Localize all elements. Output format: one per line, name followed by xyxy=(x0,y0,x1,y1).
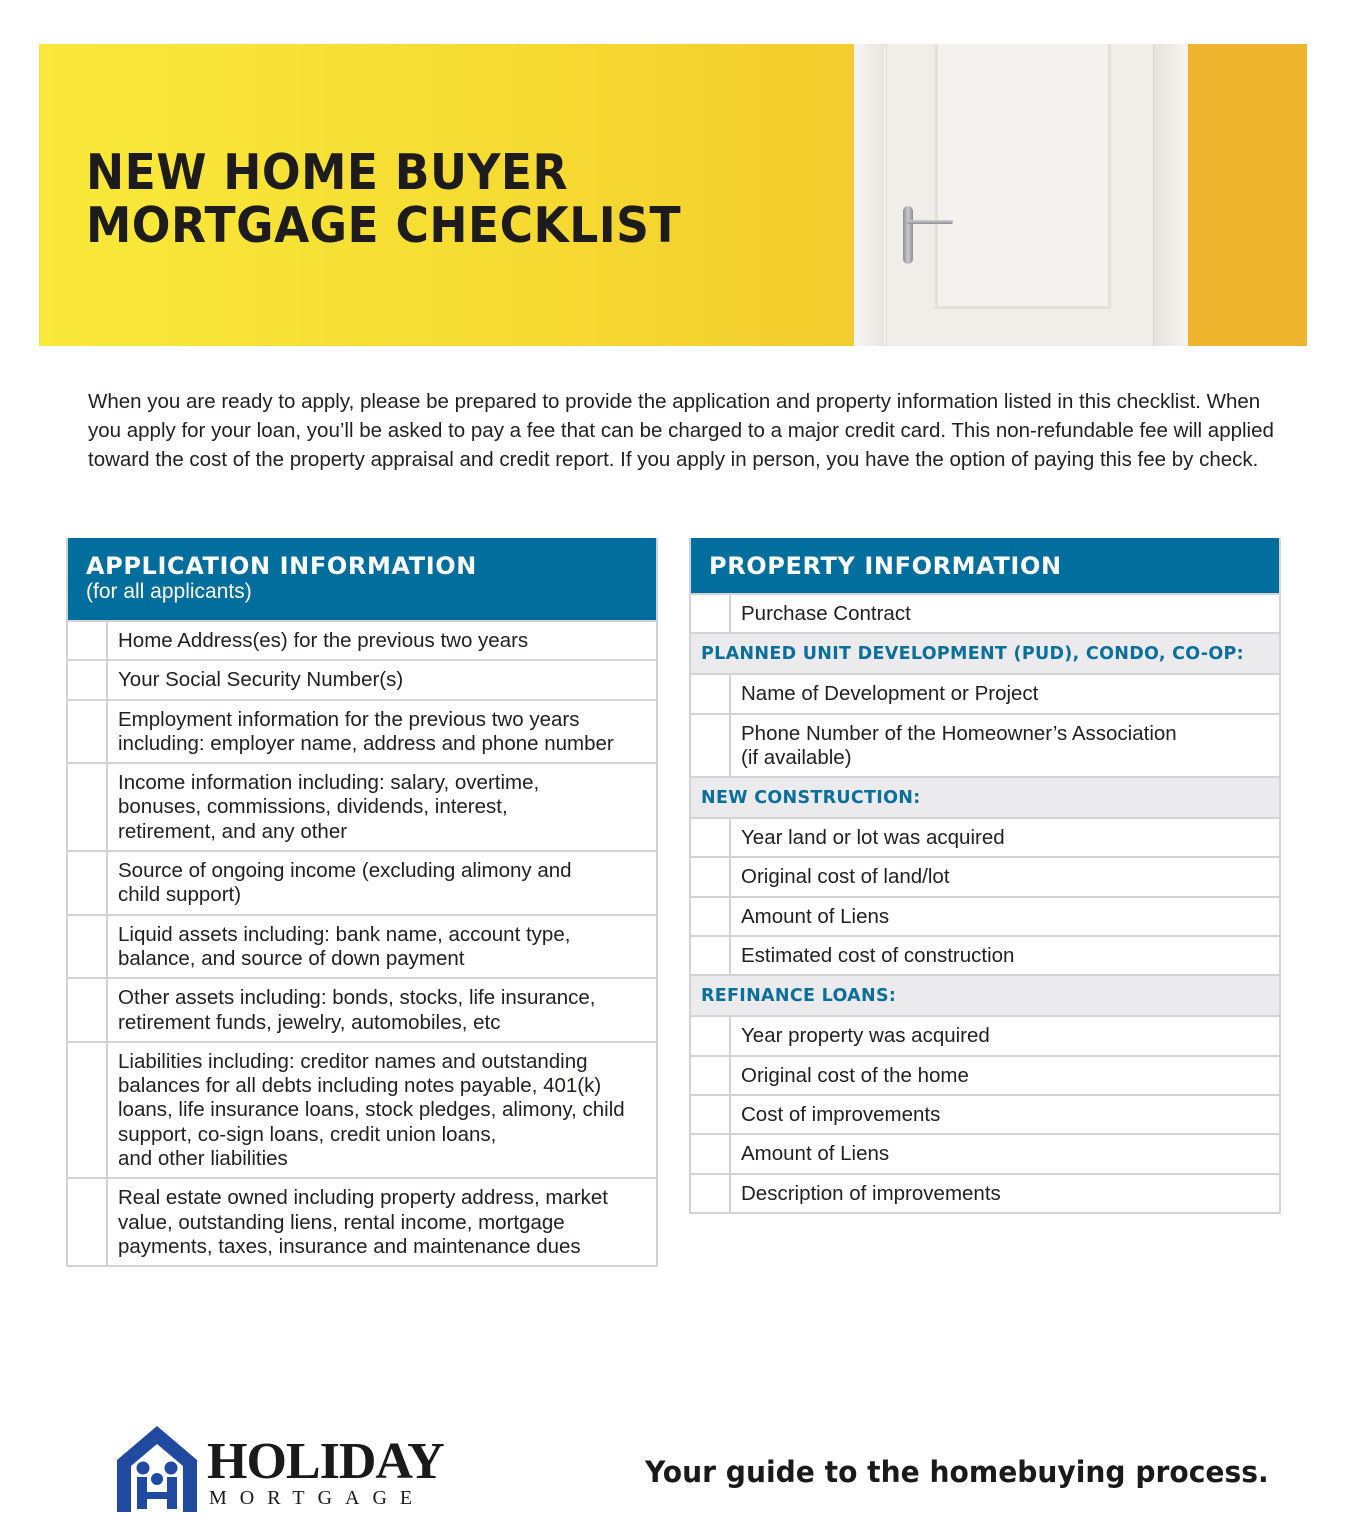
text-line: Liabilities including: creditor names and outstanding xyxy=(118,1049,588,1073)
checklist-row[interactable] xyxy=(691,896,1279,935)
checklist-item-label xyxy=(731,1175,1011,1212)
checklist-item-label xyxy=(731,595,921,632)
text-line: including: employer name, address and phone number xyxy=(118,731,614,755)
text-line: and other liabilities xyxy=(118,1147,288,1171)
text-line: Original cost of land/lot xyxy=(741,865,950,889)
door-panel xyxy=(935,44,1111,309)
checklist-row[interactable] xyxy=(68,699,656,763)
checkbox[interactable] xyxy=(691,819,731,856)
text-line: bonuses, commissions, dividends, interest, xyxy=(118,795,508,819)
text-line: Amount of Liens xyxy=(741,904,890,928)
text-line: Your Social Security Number(s) xyxy=(118,668,404,692)
logo-subtitle: MORTGAGE xyxy=(209,1487,426,1509)
application-rows xyxy=(68,620,656,1265)
checklist-item-label xyxy=(731,858,960,895)
text-line: Description of improvements xyxy=(741,1181,1001,1205)
text-line: support, co-sign loans, credit union loans, xyxy=(118,1122,497,1146)
checklist-item-label xyxy=(108,852,582,914)
checklist-item-label xyxy=(731,675,1048,712)
checkbox[interactable] xyxy=(68,661,108,698)
text-line: Liquid assets including: bank name, account type, xyxy=(118,922,571,946)
checklist-item-label xyxy=(731,1017,1000,1054)
door-image xyxy=(854,44,1188,346)
logo-wordmark: HOLIDAY xyxy=(207,1433,444,1490)
checkbox[interactable] xyxy=(68,764,108,850)
text-line: Year land or lot was acquired xyxy=(741,826,1005,850)
tagline: Your guide to the homebuying process. xyxy=(645,1455,1269,1489)
checklist-row[interactable] xyxy=(68,850,656,914)
text-line: Source of ongoing income (excluding alimony and xyxy=(118,859,572,883)
text-line: Phone Number of the Homeowner’s Association xyxy=(741,721,1177,745)
text-line: Year property was acquired xyxy=(741,1024,990,1048)
checkbox[interactable] xyxy=(691,898,731,935)
checkbox[interactable] xyxy=(691,1096,731,1133)
checklist-item-label xyxy=(731,819,1015,856)
title-line-2: MORTGAGE CHECKLIST xyxy=(86,197,682,254)
text-line: child support) xyxy=(118,883,242,907)
door-handle-plate xyxy=(903,206,913,264)
text-line: Original cost of the home xyxy=(741,1063,969,1087)
section-label xyxy=(691,778,931,817)
holiday-mortgage-logo xyxy=(115,1424,445,1514)
checkbox[interactable] xyxy=(691,595,731,632)
checkbox[interactable] xyxy=(68,916,108,978)
checklist-item-label xyxy=(108,622,538,659)
checkbox[interactable] xyxy=(68,1179,108,1265)
section-header-row xyxy=(691,974,1279,1015)
text-line: retirement, and any other xyxy=(118,819,348,843)
checkbox[interactable] xyxy=(68,1043,108,1177)
checklist-row[interactable] xyxy=(68,1177,656,1265)
application-subheading: (for all applicants) xyxy=(86,580,252,603)
checklist-row[interactable] xyxy=(691,935,1279,974)
text-line: Home Address(es) for the previous two years xyxy=(118,629,529,652)
checkbox[interactable] xyxy=(691,1175,731,1212)
text-line: Income information including: salary, overtime, xyxy=(118,771,540,795)
checklist-row[interactable] xyxy=(68,914,656,978)
checklist-item-label xyxy=(731,898,899,935)
application-table-header xyxy=(68,538,656,620)
checklist-item-label xyxy=(731,1057,979,1094)
checklist-row[interactable] xyxy=(691,1094,1279,1133)
checklist-item-label xyxy=(731,1135,899,1172)
property-information-table xyxy=(689,538,1281,1214)
checklist-item-label xyxy=(108,764,549,850)
text-line: Other assets including: bonds, stocks, life insurance, xyxy=(118,986,596,1010)
checklist-row[interactable] xyxy=(691,856,1279,895)
checklist-item-label xyxy=(108,661,413,698)
text-line: Name of Development or Project xyxy=(741,682,1039,706)
section-label xyxy=(691,976,906,1015)
text-line: Real estate owned including property address, market xyxy=(118,1186,608,1210)
text-line: REFINANCE LOANS: xyxy=(701,986,897,1007)
checkbox[interactable] xyxy=(691,937,731,974)
checklist-item-label xyxy=(731,715,1187,777)
checkbox[interactable] xyxy=(68,622,108,659)
checklist-item-label xyxy=(731,937,1024,974)
checkbox[interactable] xyxy=(691,1057,731,1094)
text-line: NEW CONSTRUCTION: xyxy=(701,788,921,809)
property-rows xyxy=(691,593,1279,1212)
text-line: PLANNED UNIT DEVELOPMENT (PUD), CONDO, CO-OP: xyxy=(701,644,1244,665)
text-line: Employment information for the previous two years xyxy=(118,707,580,731)
wall-background xyxy=(1187,44,1307,346)
text-line: payments, taxes, insurance and maintenance dues xyxy=(118,1234,581,1258)
checklist-item-label xyxy=(731,1096,950,1133)
checklist-row[interactable] xyxy=(68,1041,656,1177)
checkbox[interactable] xyxy=(68,701,108,763)
header-banner xyxy=(39,44,1307,346)
text-line: balances for all debts including notes payable, 401(k) xyxy=(118,1074,602,1098)
application-information-table xyxy=(66,538,658,1267)
text-line: Amount of Liens xyxy=(741,1142,890,1166)
title-line-1: NEW HOME BUYER xyxy=(86,144,569,201)
checklist-row[interactable] xyxy=(691,817,1279,856)
checklist-row[interactable] xyxy=(68,620,656,659)
checklist-item-label xyxy=(108,1179,618,1265)
checkbox[interactable] xyxy=(691,715,731,777)
text-line: (if available) xyxy=(741,745,852,769)
checklist-item-label xyxy=(108,1043,635,1177)
checkbox[interactable] xyxy=(691,1017,731,1054)
checklist-row[interactable] xyxy=(68,659,656,698)
text-line: Cost of improvements xyxy=(741,1102,941,1126)
text-line: value, outstanding liens, rental income, mortgage xyxy=(118,1210,565,1234)
application-heading: APPLICATION INFORMATION xyxy=(86,552,477,580)
checklist-row[interactable] xyxy=(691,713,1279,777)
checkbox[interactable] xyxy=(691,858,731,895)
checklist-row[interactable] xyxy=(68,762,656,850)
section-label xyxy=(691,634,1254,673)
checklist-row[interactable] xyxy=(68,977,656,1041)
house-family-icon xyxy=(115,1424,199,1512)
checkbox[interactable] xyxy=(691,1135,731,1172)
checklist-item-label xyxy=(108,701,624,763)
checkbox[interactable] xyxy=(691,675,731,712)
text-line: retirement funds, jewelry, automobiles, etc xyxy=(118,1010,501,1034)
text-line: balance, and source of down payment xyxy=(118,946,465,970)
page-title xyxy=(86,146,726,252)
text-line: Purchase Contract xyxy=(741,602,911,625)
checklist-row[interactable] xyxy=(691,673,1279,712)
door xyxy=(886,44,1156,346)
checklist-row[interactable] xyxy=(691,1173,1279,1212)
property-table-header xyxy=(691,538,1279,593)
door-handle-icon xyxy=(907,220,953,224)
checklist-row[interactable] xyxy=(691,1055,1279,1094)
checklist-item-label xyxy=(108,916,580,978)
section-header-row xyxy=(691,632,1279,673)
section-header-row xyxy=(691,776,1279,817)
checklist-row[interactable] xyxy=(691,593,1279,632)
intro-paragraph: When you are ready to apply, please be prepared to provide the application and property information listed in this checklist. When you apply for your loan, you’ll be asked to pay a fee that can be charged to a major credit card. This non-refundable fee will applied toward the cost of the property appraisal and credit report. If you apply in person, you have the option of paying this fee by check. xyxy=(88,390,1274,471)
checklist-row[interactable] xyxy=(691,1015,1279,1054)
text-line: loans, life insurance loans, stock pledges, alimony, child xyxy=(118,1098,625,1122)
text-line: Estimated cost of construction xyxy=(741,944,1015,968)
property-heading: PROPERTY INFORMATION xyxy=(709,552,1062,580)
checklist-item-label xyxy=(108,979,605,1041)
checkbox[interactable] xyxy=(68,979,108,1041)
checkbox[interactable] xyxy=(68,852,108,914)
checklist-row[interactable] xyxy=(691,1133,1279,1172)
